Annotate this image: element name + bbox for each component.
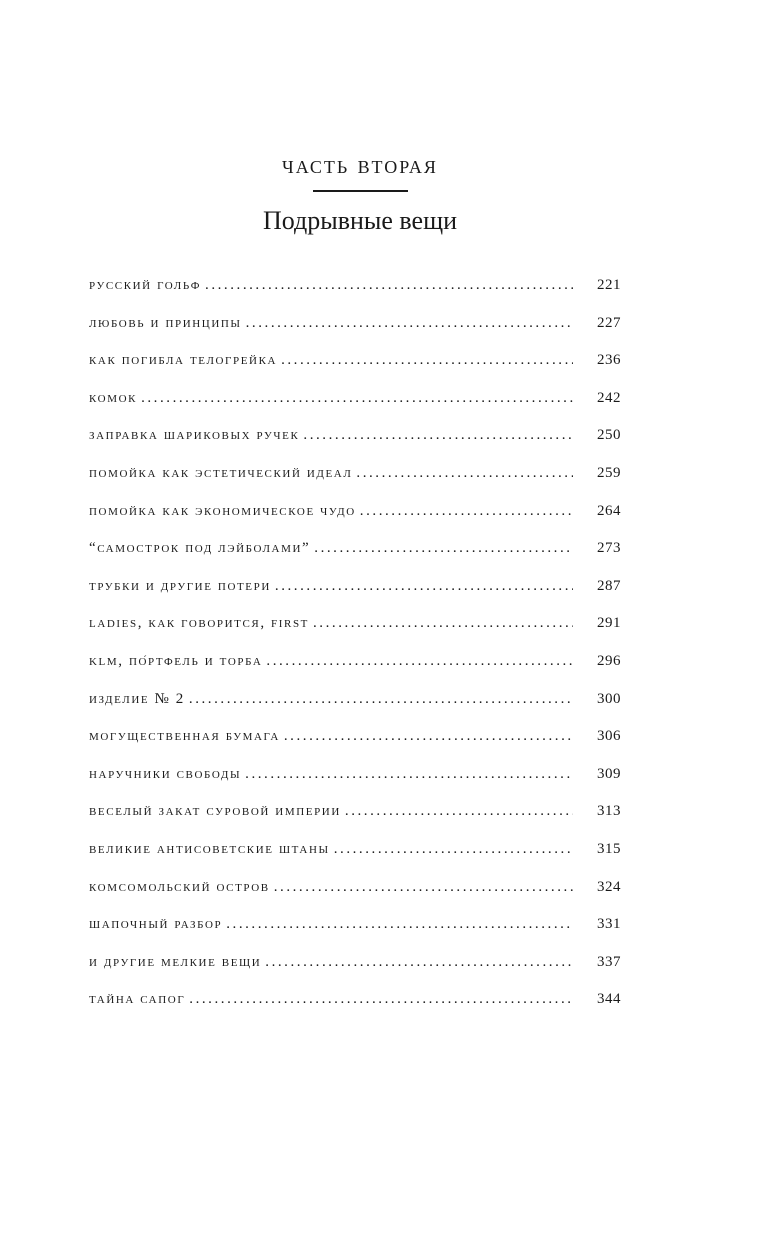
toc-entry (89, 383, 621, 421)
toc-entry-title: комок (89, 389, 138, 406)
toc-entry (89, 759, 621, 797)
toc-entry-page: 236 (597, 352, 621, 369)
toc-entry (89, 646, 621, 684)
toc-entry-page: 306 (597, 728, 621, 745)
toc-entry (89, 608, 621, 646)
toc-entry-page: 309 (597, 765, 621, 782)
toc-entry (89, 496, 621, 534)
dot-leader (205, 270, 573, 300)
dot-leader (284, 721, 573, 751)
toc-entry-page: 287 (597, 577, 621, 594)
toc-entry-page: 242 (597, 389, 621, 406)
toc-entry (89, 533, 621, 571)
dot-leader (360, 496, 573, 526)
toc-entry (89, 909, 621, 947)
title-divider (313, 190, 408, 192)
part-title: Подрывные вещи (262, 206, 458, 235)
dot-leader (246, 308, 573, 338)
toc-entry-title: тайна сапог (89, 991, 186, 1008)
toc-entry-title: помойка как экономическое чудо (89, 502, 356, 519)
toc-entry (89, 721, 621, 759)
dot-leader (189, 684, 573, 714)
toc-entry-title: помойка как эстетический идеал (89, 464, 353, 481)
toc-entry-title: комсомольский остров (89, 878, 270, 895)
toc-entry-title: как погибла телогрейка (89, 352, 278, 369)
toc-entry-page: 331 (597, 916, 621, 933)
dot-leader (189, 984, 573, 1014)
toc-entry (89, 984, 621, 1022)
toc-entry (89, 684, 621, 722)
toc-entry (89, 571, 621, 609)
dot-leader (265, 947, 573, 977)
part-label: часть вторая (282, 150, 438, 179)
toc-entry (89, 872, 621, 910)
toc-entry-page: 273 (597, 540, 621, 557)
dot-leader (303, 420, 573, 450)
toc-entry-title: любовь и принципы (89, 314, 242, 331)
toc-entry-page: 315 (597, 840, 621, 857)
toc-entry-title: великие антисоветские штаны (89, 840, 330, 857)
toc-entry (89, 947, 621, 985)
toc-entry-title: могущественная бумага (89, 728, 280, 745)
toc-entry-page: 296 (597, 652, 621, 669)
dot-leader (266, 646, 573, 676)
dot-leader (313, 608, 573, 638)
toc-entry-title: заправка шариковых ручек (89, 427, 300, 444)
toc-entry-title: шапочный разбор (89, 916, 223, 933)
toc-entry-title: трубки и другие потери (89, 577, 271, 594)
toc-entry-title: ladies, как говорится, first (89, 615, 309, 632)
toc-entry (89, 270, 621, 308)
toc-entry-title: наручники свободы (89, 765, 242, 782)
toc-entry-title: и другие мелкие вещи (89, 953, 262, 970)
dot-leader (141, 383, 573, 413)
dot-leader (356, 458, 573, 488)
toc-entry-page: 259 (597, 464, 621, 481)
toc-entry-title: изделие № 2 (89, 690, 185, 707)
toc-entry-page: 344 (597, 991, 621, 1008)
dot-leader (281, 345, 573, 375)
dot-leader (274, 872, 573, 902)
toc-entry-title: веселый закат суровой империи (89, 803, 341, 820)
toc-entry-page: 221 (597, 277, 621, 293)
dot-leader (275, 571, 573, 601)
toc-entry-page: 250 (597, 427, 621, 444)
toc-entry-title: “самострок под лэйболами” (89, 540, 311, 557)
toc-entry (89, 308, 621, 346)
toc-entry (89, 420, 621, 458)
toc-entry-page: 337 (597, 953, 621, 970)
toc-entry-page: 264 (597, 502, 621, 519)
toc-entry (89, 834, 621, 872)
toc-entry-title: klm, по́ртфель и торба (89, 652, 263, 669)
dot-leader (226, 909, 573, 939)
dot-leader (314, 533, 573, 563)
toc-entry (89, 796, 621, 834)
toc-entry-page: 324 (597, 878, 621, 895)
toc-entry (89, 345, 621, 383)
toc-entry-page: 300 (597, 690, 621, 707)
toc-entry-page: 313 (597, 803, 621, 820)
toc-entry (89, 458, 621, 496)
toc-entry-page: 227 (597, 314, 621, 331)
toc-entry-title: русский гольф (89, 277, 202, 293)
toc-entry-page: 291 (597, 615, 621, 632)
dot-leader (245, 759, 573, 789)
table-of-contents (89, 270, 621, 1022)
dot-leader (345, 796, 573, 826)
dot-leader (334, 834, 573, 864)
